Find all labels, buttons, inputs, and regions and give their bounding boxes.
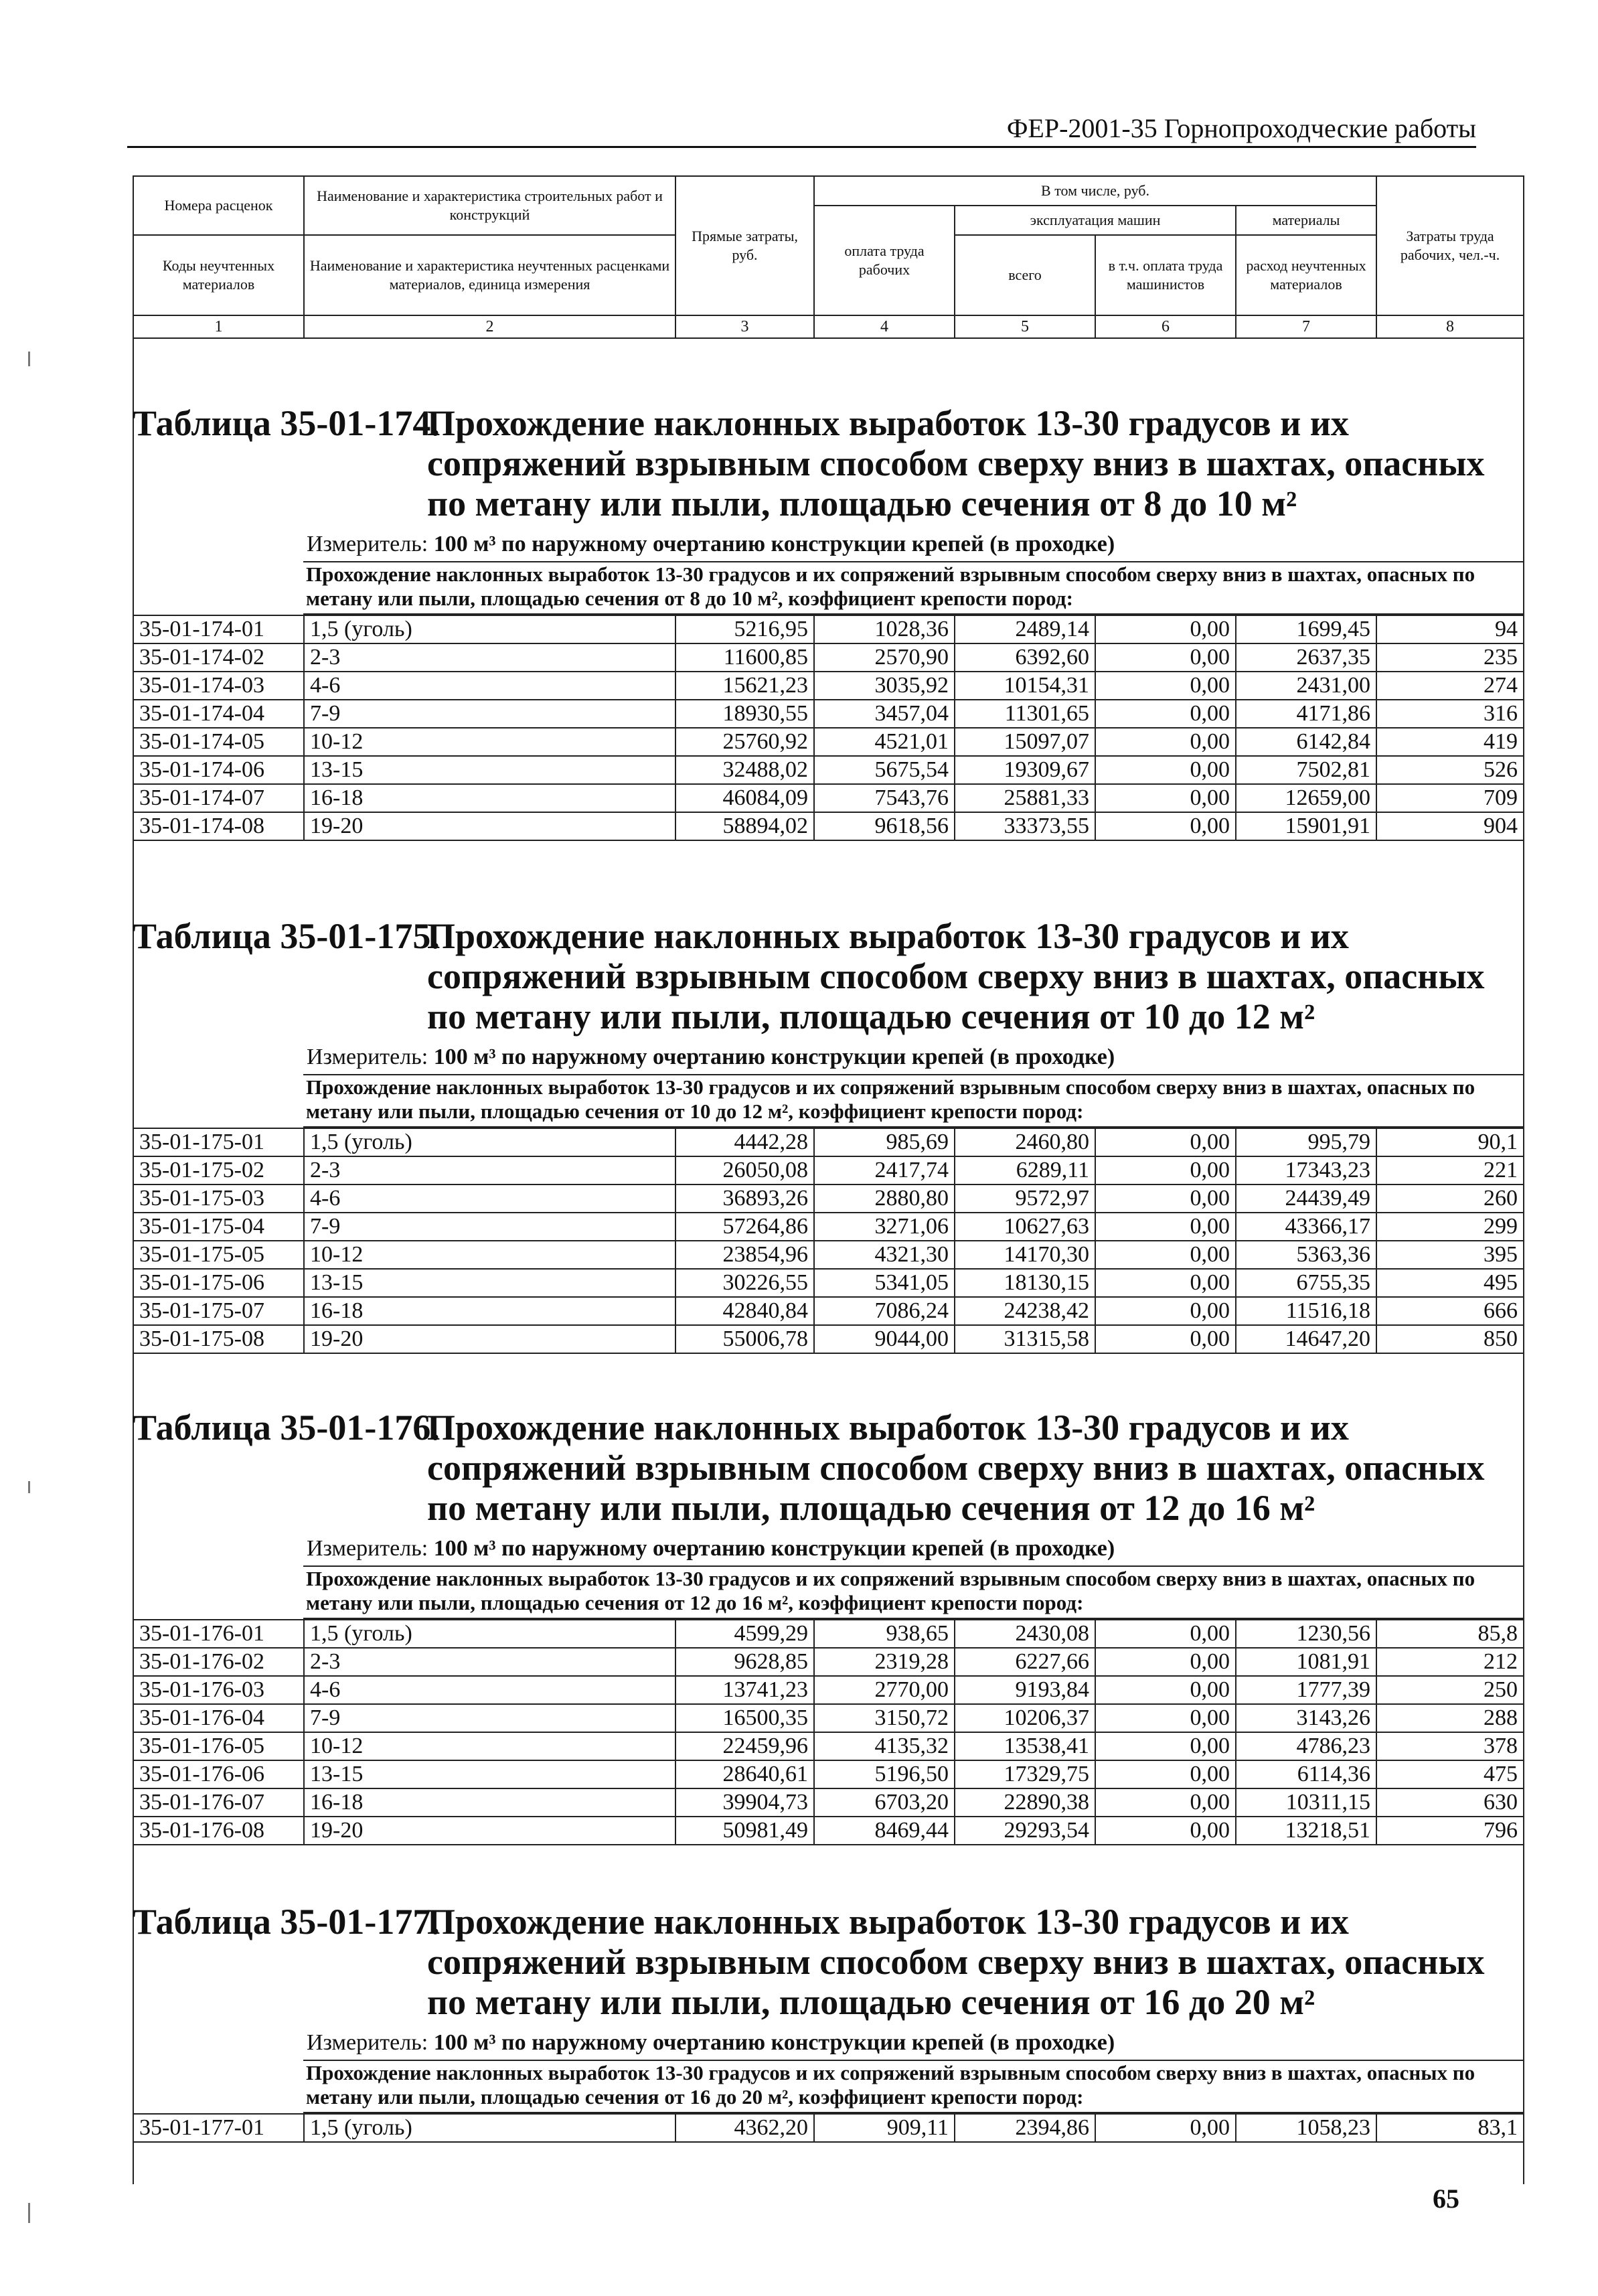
table-cell: 25760,92 <box>675 728 814 756</box>
table-cell: 1028,36 <box>814 615 955 643</box>
col-codes-top: Номера расценок <box>133 176 304 235</box>
table-cell: 4521,01 <box>814 728 955 756</box>
table-cell: 11516,18 <box>1236 1297 1376 1325</box>
table-row <box>133 756 1524 784</box>
table-cell: 2417,74 <box>814 1156 955 1184</box>
table-cell: 18930,55 <box>675 700 814 728</box>
table-cell: 0,00 <box>1095 1156 1236 1184</box>
table-cell: 36893,26 <box>675 1184 814 1213</box>
section-measure <box>133 1043 1523 1074</box>
table-cell: 6114,36 <box>1236 1760 1376 1788</box>
col-num-2: 2 <box>304 315 675 338</box>
table-cell: 0,00 <box>1095 1704 1236 1732</box>
table-cell: 1,5 (уголь) <box>304 615 675 643</box>
table-cell: 0,00 <box>1095 1788 1236 1817</box>
table-cell: 85,8 <box>1376 1620 1524 1648</box>
rate-table-section <box>133 889 1523 1354</box>
table-cell: 4362,20 <box>675 2114 814 2142</box>
table-cell: 274 <box>1376 672 1524 700</box>
table-cell: 3143,26 <box>1236 1704 1376 1732</box>
col-codes-bottom: Коды неучтенных материалов <box>133 235 304 315</box>
table-cell: 0,00 <box>1095 700 1236 728</box>
table-cell: 5341,05 <box>814 1269 955 1297</box>
table-cell: 419 <box>1376 728 1524 756</box>
table-cell: 15621,23 <box>675 672 814 700</box>
col-materials: материалы <box>1236 206 1376 235</box>
table-cell: 0,00 <box>1095 1620 1236 1648</box>
table-cell: 2-3 <box>304 643 675 672</box>
table-cell: 299 <box>1376 1213 1524 1241</box>
table-cell: 1,5 (уголь) <box>304 2114 675 2142</box>
table-cell: 35-01-174-03 <box>133 672 304 700</box>
section-title-text: Прохождение наклонных выработок 13-30 градусов и их сопряжений взрывным способом сверху вниз в шахтах, опасных по метану или пыли, площадью сечения от 16 до 20 м² <box>427 1902 1485 2022</box>
measure-unit: 100 м³ по наружному очертанию конструкции крепей (в проходке) <box>433 532 1115 556</box>
table-cell: 22459,96 <box>675 1732 814 1760</box>
table-row <box>133 1213 1524 1241</box>
table-cell: 221 <box>1376 1156 1524 1184</box>
col-num-4: 4 <box>814 315 955 338</box>
table-cell: 35-01-174-08 <box>133 812 304 840</box>
table-cell: 10154,31 <box>955 672 1095 700</box>
table-cell: 0,00 <box>1095 1128 1236 1156</box>
col-machines-total: всего <box>955 235 1095 315</box>
table-cell: 35-01-175-03 <box>133 1184 304 1213</box>
table-cell: 35-01-175-07 <box>133 1297 304 1325</box>
table-cell: 9044,00 <box>814 1325 955 1353</box>
table-row <box>133 1760 1524 1788</box>
table-cell: 13741,23 <box>675 1676 814 1704</box>
page-header: ФЕР-2001-35 Горнопроходческие работы <box>127 112 1476 148</box>
table-cell: 0,00 <box>1095 784 1236 812</box>
rate-rows <box>133 615 1524 841</box>
table-row <box>133 1704 1524 1732</box>
table-cell: 35-01-176-02 <box>133 1648 304 1676</box>
table-row <box>133 643 1524 672</box>
section-title <box>133 1875 1523 2029</box>
table-cell: 14647,20 <box>1236 1325 1376 1353</box>
table-cell: 13218,51 <box>1236 1817 1376 1845</box>
table-cell: 19-20 <box>304 1325 675 1353</box>
table-row <box>133 700 1524 728</box>
table-cell: 83,1 <box>1376 2114 1524 2142</box>
table-cell: 260 <box>1376 1184 1524 1213</box>
col-labor-pay: оплата труда рабочих <box>814 206 955 315</box>
rate-rows <box>133 1128 1524 1354</box>
section-title-number: Таблица 35-01-175. <box>133 916 440 956</box>
table-row <box>133 1732 1524 1760</box>
table-cell: 0,00 <box>1095 1648 1236 1676</box>
measure-label: Измеритель: <box>307 532 428 556</box>
table-cell: 35-01-176-01 <box>133 1620 304 1648</box>
table-cell: 35-01-175-05 <box>133 1241 304 1269</box>
table-cell: 17329,75 <box>955 1760 1095 1788</box>
col-num-8: 8 <box>1376 315 1524 338</box>
table-cell: 35-01-175-04 <box>133 1213 304 1241</box>
column-header-table <box>133 175 1524 339</box>
scan-mark <box>28 2203 30 2223</box>
table-cell: 11600,85 <box>675 643 814 672</box>
table-cell: 985,69 <box>814 1128 955 1156</box>
table-cell: 4786,23 <box>1236 1732 1376 1760</box>
table-cell: 10-12 <box>304 728 675 756</box>
table-row <box>133 812 1524 840</box>
rate-rows <box>133 2113 1524 2143</box>
table-cell: 288 <box>1376 1704 1524 1732</box>
table-cell: 35-01-176-08 <box>133 1817 304 1845</box>
table-cell: 938,65 <box>814 1620 955 1648</box>
table-cell: 7-9 <box>304 1704 675 1732</box>
table-cell: 6227,66 <box>955 1648 1095 1676</box>
table-cell: 0,00 <box>1095 1760 1236 1788</box>
table-cell: 32488,02 <box>675 756 814 784</box>
table-row <box>133 615 1524 643</box>
table-cell: 35-01-176-03 <box>133 1676 304 1704</box>
table-row <box>133 1269 1524 1297</box>
table-cell: 29293,54 <box>955 1817 1095 1845</box>
table-cell: 7543,76 <box>814 784 955 812</box>
table-row <box>133 1241 1524 1269</box>
table-cell: 22890,38 <box>955 1788 1095 1817</box>
table-cell: 17343,23 <box>1236 1156 1376 1184</box>
measure-label: Измеритель: <box>307 2030 428 2055</box>
table-cell: 1058,23 <box>1236 2114 1376 2142</box>
table-cell: 19-20 <box>304 1817 675 1845</box>
table-cell: 35-01-175-01 <box>133 1128 304 1156</box>
table-row <box>133 1676 1524 1704</box>
table-cell: 35-01-176-07 <box>133 1788 304 1817</box>
table-row <box>133 2114 1524 2142</box>
table-cell: 8469,44 <box>814 1817 955 1845</box>
col-machines-pay: в т.ч. оплата труда машинистов <box>1095 235 1236 315</box>
table-cell: 495 <box>1376 1269 1524 1297</box>
table-cell: 10-12 <box>304 1732 675 1760</box>
table-cell: 23854,96 <box>675 1241 814 1269</box>
rate-table-section <box>133 376 1523 841</box>
table-cell: 13-15 <box>304 756 675 784</box>
table-cell: 7086,24 <box>814 1297 955 1325</box>
table-cell: 94 <box>1376 615 1524 643</box>
col-name-top: Наименование и характеристика строительных работ и конструкций <box>304 176 675 235</box>
scan-mark <box>28 1481 30 1493</box>
section-title-number: Таблица 35-01-177. <box>133 1902 440 1942</box>
table-cell: 378 <box>1376 1732 1524 1760</box>
section-title-text: Прохождение наклонных выработок 13-30 градусов и их сопряжений взрывным способом сверху вниз в шахтах, опасных по метану или пыли, площадью сечения от 12 до 16 м² <box>427 1407 1485 1528</box>
section-measure <box>133 1535 1523 1565</box>
table-cell: 2880,80 <box>814 1184 955 1213</box>
table-row <box>133 672 1524 700</box>
table-cell: 16-18 <box>304 1297 675 1325</box>
table-cell: 39904,73 <box>675 1788 814 1817</box>
table-cell: 2-3 <box>304 1648 675 1676</box>
table-cell: 1,5 (уголь) <box>304 1620 675 1648</box>
table-cell: 2489,14 <box>955 615 1095 643</box>
table-cell: 2-3 <box>304 1156 675 1184</box>
table-cell: 2570,90 <box>814 643 955 672</box>
table-cell: 58894,02 <box>675 812 814 840</box>
measure-label: Измеритель: <box>307 1536 428 1561</box>
table-cell: 6755,35 <box>1236 1269 1376 1297</box>
table-cell: 35-01-177-01 <box>133 2114 304 2142</box>
section-description: Прохождение наклонных выработок 13-30 градусов и их сопряжений взрывным способом сверху вниз в шахтах, опасных по метану или пыли, площадью сечения от 12 до 16 м², коэффициент крепости пород: <box>303 1565 1523 1619</box>
table-cell: 1230,56 <box>1236 1620 1376 1648</box>
table-cell: 4171,86 <box>1236 700 1376 728</box>
table-cell: 526 <box>1376 756 1524 784</box>
table-cell: 0,00 <box>1095 643 1236 672</box>
table-cell: 35-01-175-08 <box>133 1325 304 1353</box>
table-row <box>133 784 1524 812</box>
table-cell: 235 <box>1376 643 1524 672</box>
table-cell: 35-01-174-02 <box>133 643 304 672</box>
col-num-1: 1 <box>133 315 304 338</box>
measure-unit: 100 м³ по наружному очертанию конструкции крепей (в проходке) <box>433 2030 1115 2055</box>
table-cell: 35-01-174-05 <box>133 728 304 756</box>
table-row <box>133 1788 1524 1817</box>
table-cell: 42840,84 <box>675 1297 814 1325</box>
table-cell: 13-15 <box>304 1760 675 1788</box>
rate-rows <box>133 1619 1524 1845</box>
table-row <box>133 728 1524 756</box>
table-cell: 4442,28 <box>675 1128 814 1156</box>
table-cell: 18130,15 <box>955 1269 1095 1297</box>
table-cell: 6703,20 <box>814 1788 955 1817</box>
rate-table-section <box>133 1875 1523 2143</box>
table-cell: 0,00 <box>1095 756 1236 784</box>
table-cell: 9193,84 <box>955 1676 1095 1704</box>
table-cell: 1699,45 <box>1236 615 1376 643</box>
table-cell: 2431,00 <box>1236 672 1376 700</box>
table-cell: 1777,39 <box>1236 1676 1376 1704</box>
table-cell: 0,00 <box>1095 1676 1236 1704</box>
table-cell: 2770,00 <box>814 1676 955 1704</box>
table-cell: 7502,81 <box>1236 756 1376 784</box>
table-cell: 0,00 <box>1095 2114 1236 2142</box>
table-row <box>133 1297 1524 1325</box>
table-cell: 9618,56 <box>814 812 955 840</box>
table-cell: 35-01-174-04 <box>133 700 304 728</box>
table-cell: 35-01-174-07 <box>133 784 304 812</box>
table-cell: 16500,35 <box>675 1704 814 1732</box>
section-title-text: Прохождение наклонных выработок 13-30 градусов и их сопряжений взрывным способом сверху вниз в шахтах, опасных по метану или пыли, площадью сечения от 8 до 10 м² <box>427 403 1485 524</box>
table-cell: 316 <box>1376 700 1524 728</box>
col-num-6: 6 <box>1095 315 1236 338</box>
table-cell: 6289,11 <box>955 1156 1095 1184</box>
page-number: 65 <box>1433 2184 1459 2214</box>
table-cell: 212 <box>1376 1648 1524 1676</box>
table-cell: 2460,80 <box>955 1128 1095 1156</box>
col-materials-use: расход неучтенных материалов <box>1236 235 1376 315</box>
table-cell: 666 <box>1376 1297 1524 1325</box>
section-title-number: Таблица 35-01-174. <box>133 403 440 443</box>
table-cell: 3271,06 <box>814 1213 955 1241</box>
table-cell: 0,00 <box>1095 1297 1236 1325</box>
section-title-text: Прохождение наклонных выработок 13-30 градусов и их сопряжений взрывным способом сверху вниз в шахтах, опасных по метану или пыли, площадью сечения от 10 до 12 м² <box>427 916 1485 1037</box>
table-cell: 13-15 <box>304 1269 675 1297</box>
section-measure <box>133 530 1523 561</box>
table-cell: 15097,07 <box>955 728 1095 756</box>
table-cell: 50981,49 <box>675 1817 814 1845</box>
table-cell: 0,00 <box>1095 728 1236 756</box>
table-cell: 904 <box>1376 812 1524 840</box>
table-row <box>133 1156 1524 1184</box>
table-cell: 250 <box>1376 1676 1524 1704</box>
table-cell: 0,00 <box>1095 1241 1236 1269</box>
table-cell: 16-18 <box>304 1788 675 1817</box>
col-direct-costs: Прямые затраты, руб. <box>675 176 814 315</box>
table-cell: 0,00 <box>1095 1269 1236 1297</box>
table-cell: 5675,54 <box>814 756 955 784</box>
table-cell: 24439,49 <box>1236 1184 1376 1213</box>
table-cell: 12659,00 <box>1236 784 1376 812</box>
table-cell: 3457,04 <box>814 700 955 728</box>
table-cell: 46084,09 <box>675 784 814 812</box>
table-cell: 6392,60 <box>955 643 1095 672</box>
table-cell: 10311,15 <box>1236 1788 1376 1817</box>
table-cell: 2319,28 <box>814 1648 955 1676</box>
table-cell: 35-01-176-06 <box>133 1760 304 1788</box>
table-cell: 0,00 <box>1095 812 1236 840</box>
table-cell: 31315,58 <box>955 1325 1095 1353</box>
measure-label: Измеритель: <box>307 1045 428 1069</box>
table-cell: 4-6 <box>304 1676 675 1704</box>
table-cell: 4321,30 <box>814 1241 955 1269</box>
table-cell: 30226,55 <box>675 1269 814 1297</box>
table-cell: 10627,63 <box>955 1213 1095 1241</box>
measure-unit: 100 м³ по наружному очертанию конструкции крепей (в проходке) <box>433 1045 1115 1069</box>
measure-unit: 100 м³ по наружному очертанию конструкции крепей (в проходке) <box>433 1536 1115 1561</box>
table-cell: 7-9 <box>304 700 675 728</box>
table-cell: 1081,91 <box>1236 1648 1376 1676</box>
table-cell: 7-9 <box>304 1213 675 1241</box>
section-description: Прохождение наклонных выработок 13-30 градусов и их сопряжений взрывным способом сверху вниз в шахтах, опасных по метану или пыли, площадью сечения от 8 до 10 м², коэффициент крепости пород: <box>303 561 1523 615</box>
table-cell: 90,1 <box>1376 1128 1524 1156</box>
table-cell: 26050,08 <box>675 1156 814 1184</box>
col-num-3: 3 <box>675 315 814 338</box>
table-cell: 4135,32 <box>814 1732 955 1760</box>
table-cell: 14170,30 <box>955 1241 1095 1269</box>
table-cell: 796 <box>1376 1817 1524 1845</box>
table-cell: 35-01-176-05 <box>133 1732 304 1760</box>
table-cell: 475 <box>1376 1760 1524 1788</box>
table-cell: 0,00 <box>1095 615 1236 643</box>
table-cell: 0,00 <box>1095 672 1236 700</box>
table-row <box>133 1648 1524 1676</box>
col-name-bottom: Наименование и характеристика неучтенных расценками материалов, единица измерения <box>304 235 675 315</box>
table-cell: 19309,67 <box>955 756 1095 784</box>
table-row <box>133 1128 1524 1156</box>
table-cell: 1,5 (уголь) <box>304 1128 675 1156</box>
table-cell: 19-20 <box>304 812 675 840</box>
table-cell: 909,11 <box>814 2114 955 2142</box>
table-cell: 709 <box>1376 784 1524 812</box>
table-cell: 850 <box>1376 1325 1524 1353</box>
table-cell: 630 <box>1376 1788 1524 1817</box>
table-row <box>133 1184 1524 1213</box>
table-cell: 6142,84 <box>1236 728 1376 756</box>
table-cell: 9572,97 <box>955 1184 1095 1213</box>
col-including: В том числе, руб. <box>814 176 1376 206</box>
table-cell: 10206,37 <box>955 1704 1095 1732</box>
section-title <box>133 889 1523 1043</box>
table-cell: 0,00 <box>1095 1213 1236 1241</box>
table-cell: 995,79 <box>1236 1128 1376 1156</box>
table-cell: 33373,55 <box>955 812 1095 840</box>
table-cell: 28640,61 <box>675 1760 814 1788</box>
table-cell: 16-18 <box>304 784 675 812</box>
scan-mark <box>28 352 30 366</box>
rate-table-section <box>133 1381 1523 1845</box>
table-cell: 57264,86 <box>675 1213 814 1241</box>
table-cell: 4599,29 <box>675 1620 814 1648</box>
section-measure <box>133 2029 1523 2060</box>
col-num-5: 5 <box>955 315 1095 338</box>
table-cell: 3150,72 <box>814 1704 955 1732</box>
section-description: Прохождение наклонных выработок 13-30 градусов и их сопряжений взрывным способом сверху вниз в шахтах, опасных по метану или пыли, площадью сечения от 10 до 12 м², коэффициент крепости пород: <box>303 1074 1523 1128</box>
table-cell: 4-6 <box>304 1184 675 1213</box>
table-cell: 2430,08 <box>955 1620 1095 1648</box>
table-cell: 24238,42 <box>955 1297 1095 1325</box>
table-cell: 10-12 <box>304 1241 675 1269</box>
table-cell: 2394,86 <box>955 2114 1095 2142</box>
section-title <box>133 1381 1523 1535</box>
table-cell: 0,00 <box>1095 1732 1236 1760</box>
table-cell: 5196,50 <box>814 1760 955 1788</box>
table-cell: 55006,78 <box>675 1325 814 1353</box>
table-cell: 35-01-175-06 <box>133 1269 304 1297</box>
table-cell: 5363,36 <box>1236 1241 1376 1269</box>
section-title <box>133 376 1523 530</box>
table-cell: 0,00 <box>1095 1184 1236 1213</box>
table-row <box>133 1620 1524 1648</box>
col-machines: эксплуатация машин <box>955 206 1236 235</box>
table-cell: 35-01-174-06 <box>133 756 304 784</box>
table-cell: 395 <box>1376 1241 1524 1269</box>
table-cell: 0,00 <box>1095 1817 1236 1845</box>
table-cell: 4-6 <box>304 672 675 700</box>
table-cell: 2637,35 <box>1236 643 1376 672</box>
col-num-7: 7 <box>1236 315 1376 338</box>
table-cell: 43366,17 <box>1236 1213 1376 1241</box>
table-cell: 25881,33 <box>955 784 1095 812</box>
table-cell: 11301,65 <box>955 700 1095 728</box>
table-cell: 9628,85 <box>675 1648 814 1676</box>
table-cell: 35-01-174-01 <box>133 615 304 643</box>
table-cell: 35-01-175-02 <box>133 1156 304 1184</box>
section-description: Прохождение наклонных выработок 13-30 градусов и их сопряжений взрывным способом сверху вниз в шахтах, опасных по метану или пыли, площадью сечения от 16 до 20 м², коэффициент крепости пород: <box>303 2060 1523 2113</box>
table-row <box>133 1817 1524 1845</box>
table-cell: 5216,95 <box>675 615 814 643</box>
table-cell: 15901,91 <box>1236 812 1376 840</box>
col-labor-costs: Затраты труда рабочих, чел.-ч. <box>1376 176 1524 315</box>
table-cell: 35-01-176-04 <box>133 1704 304 1732</box>
table-cell: 3035,92 <box>814 672 955 700</box>
section-title-number: Таблица 35-01-176. <box>133 1407 440 1448</box>
table-row <box>133 1325 1524 1353</box>
table-cell: 0,00 <box>1095 1325 1236 1353</box>
table-cell: 13538,41 <box>955 1732 1095 1760</box>
